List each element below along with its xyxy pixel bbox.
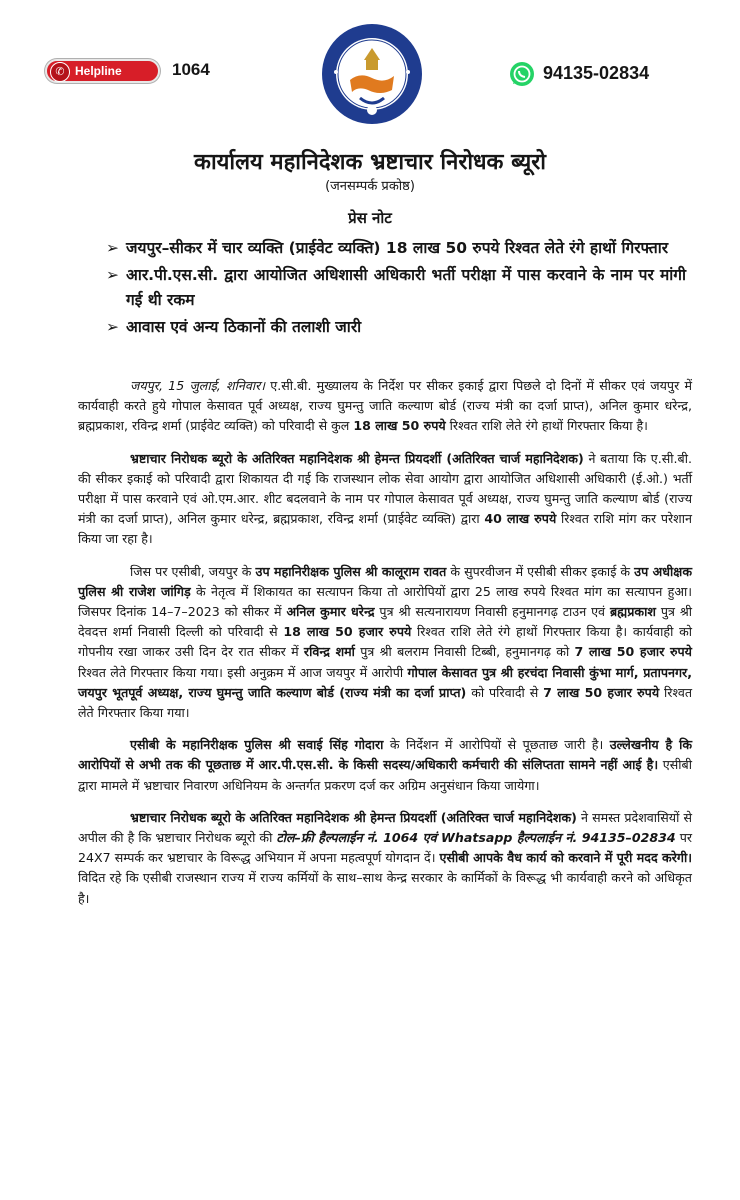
- whatsapp-icon: [508, 60, 536, 88]
- list-item: ➢ आवास एवं अन्य ठिकानों की तलाशी जारी: [106, 315, 686, 340]
- list-item: ➢ जयपुर–सीकर में चार व्यक्ति (प्राईवेट व्यक्ति) 18 लाख 50 रुपये रिश्वत लेते रंगे हाथों गिरफ्तार: [106, 236, 686, 261]
- letterhead: [0, 0, 740, 130]
- helpline-label: Helpline: [75, 64, 122, 78]
- cell-subtitle: (जनसम्पर्क प्रकोष्ठ): [325, 179, 415, 194]
- helpline-number: 1064: [172, 60, 210, 79]
- paragraph-4: एसीबी के महानिरीक्षक पुलिस श्री सवाई सिंह गोदारा के निर्देशन में आरोपियों से पूछताछ जारी है। उल्लेखनीय है कि आरोपियों से अभी तक की पूछताछ में आर.पी.एस.सी. के किसी सदस्य/अधिकारी कर्मचारी की संलिप्तता सामने नहीं आई है। एसीबी द्वारा मामले में भ्रष्टाचार निवारण अधिनियम के अन्तर्गत प्रकरण दर्ज कर अग्रिम अनुसंधान किया जायेगा।: [78, 737, 692, 793]
- paragraph-2: भ्रष्टाचार निरोधक ब्यूरो के अतिरिक्त महानिदेशक श्री हेमन्त प्रियदर्शी (अतिरिक्त चार्ज महानिदेशक) ने बताया कि ए.सी.बी. की सीकर इकाई को परिवादी द्वारा शिकायत दी गई कि राजस्थान लोक सेवा आयोग द्वारा आयोजित अधिशासी अधिकारी (ई.ओ.) भर्ती परीक्षा में पास करवाने एवं ओ.एम.आर. शीट बदलवाने के नाम पर गोपाल केसावत पूर्व अध्यक्ष, राज्य घुमन्तु जाति कल्याण बोर्ड (राज्य मंत्री का दर्जा प्राप्त), अनिल कुमार धरेन्द्र, ब्रह्मप्रकाश, रविन्द्र शर्मा (प्राईवेट व्यक्ति) द्वारा 40 लाख रुपये रिश्वत राशि मांग कर परेशान किया जा रहा है।: [78, 450, 692, 547]
- dateline: जयपुर, 15 जुलाई, शनिवार।: [130, 378, 266, 393]
- arrow-bullet-icon: ➢: [106, 318, 119, 336]
- paragraph-5: भ्रष्टाचार निरोधक ब्यूरो के अतिरिक्त महानिदेशक श्री हेमन्त प्रियदर्शी (अतिरिक्त चार्ज महानिदेशक) ने समस्त प्रदेशवासियों से अपील की है कि भ्रष्टाचार निरोधक ब्यूरो की टोल–फ्री हैल्पलाईन नं. 1064 एवं Whatsapp हैल्पलाईन नं. 94135–02834 पर 24X7 सम्पर्क कर भ्रष्टाचार के विरूद्ध अभियान में अपना महत्वपूर्ण योगदान दें। एसीबी आपके वैध कार्य को करवाने में पूरी मदद करेगी। विदित रहे कि एसीबी राजस्थान राज्य में राज्य कर्मियों के साथ–साथ केन्द्र सरकार के कार्मिकों के विरूद्ध भी कार्यवाही करने को अधिकृत है।: [78, 809, 692, 906]
- arrow-bullet-icon: ➢: [106, 266, 119, 284]
- press-note-heading: प्रेस नोट: [348, 209, 392, 227]
- headline-bullets: [106, 236, 686, 342]
- whatsapp-number: 94135-02834: [543, 63, 650, 83]
- paragraph-1: जयपुर, 15 जुलाई, शनिवार। ए.सी.बी. मुख्यालय के निर्देश पर सीकर इकाई द्वारा पिछले दो दिनों में सीकर एवं जयपुर में कार्यवाही करते हुये गोपाल केसावत पूर्व अध्यक्ष, राज्य घुमन्तु जाति कल्याण बोर्ड (राज्य मंत्री का दर्जा प्राप्त), अनिल कुमार धरेन्द्र, ब्रह्मप्रकाश, रविन्द्र शर्मा (प्राईवेट व्यक्ति) को परिवादी से कुल 18 लाख 50 रुपये रिश्वत राशि लेते रंगे हाथों गिरफ्तार किया है।: [78, 378, 692, 434]
- office-title: कार्यालय महानिदेशक भ्रष्टाचार निरोधक ब्यूरो: [194, 150, 546, 175]
- phone-icon: ✆: [50, 62, 70, 82]
- paragraph-3: जिस पर एसीबी, जयपुर के उप महानिरीक्षक पुलिस श्री कालूराम रावत के सुपरवीजन में एसीबी सीकर इकाई के उप अधीक्षक पुलिस श्री राजेश जांगिड़ के नेतृत्व में शिकायत का सत्यापन किया तो आरोपियों द्वारा 25 लाख रुपये रिश्वत मांग का सत्यापन हुआ। जिसपर दिनांक 14–7–2023 को सीकर में अनिल कुमार धरेन्द्र पुत्र श्री सत्यनारायण निवासी हनुमानगढ़ टाउन एवं ब्रह्मप्रकाश पुत्र श्री देवदत्त शर्मा निवासी दिल्ली को परिवादी से 18 लाख 50 हजार रुपये रिश्वत राशि लेते रंगे हाथों गिरफ्तार किया है। कार्यवाही को गोपनीय रखा जाकर उसी दिन देर रात सीकर में रविन्द्र शर्मा पुत्र श्री बलराम निवासी टिब्बी, हनुमानगढ़ को 7 लाख 50 हजार रुपये रिश्वत लेते गिरफ्तार किया गया। इसी अनुक्रम में आज जयपुर में आरोपी गोपाल केसावत पुत्र श्री हरचंदा निवासी कुंभा मार्ग, प्रतापनगर, जयपुर भूतपूर्व अध्यक्ष, राज्य घुमन्तु जाति कल्याण बोर्ड (राज्य मंत्री का दर्जा प्राप्त) को परिवादी से 7 लाख 50 हजार रुपये रिश्वत लेते गिरफ्तार किया गया।: [78, 563, 693, 721]
- list-item: ➢ आर.पी.एस.सी. द्वारा आयोजित अधिशासी अधिकारी भर्ती परीक्षा में पास करवाने के नाम पर मांगी गई थी रकम: [106, 263, 686, 313]
- press-release-body: [78, 376, 692, 909]
- arrow-bullet-icon: ➢: [106, 239, 119, 257]
- helpline-badge: [45, 59, 160, 83]
- acb-emblem-icon: [320, 22, 424, 126]
